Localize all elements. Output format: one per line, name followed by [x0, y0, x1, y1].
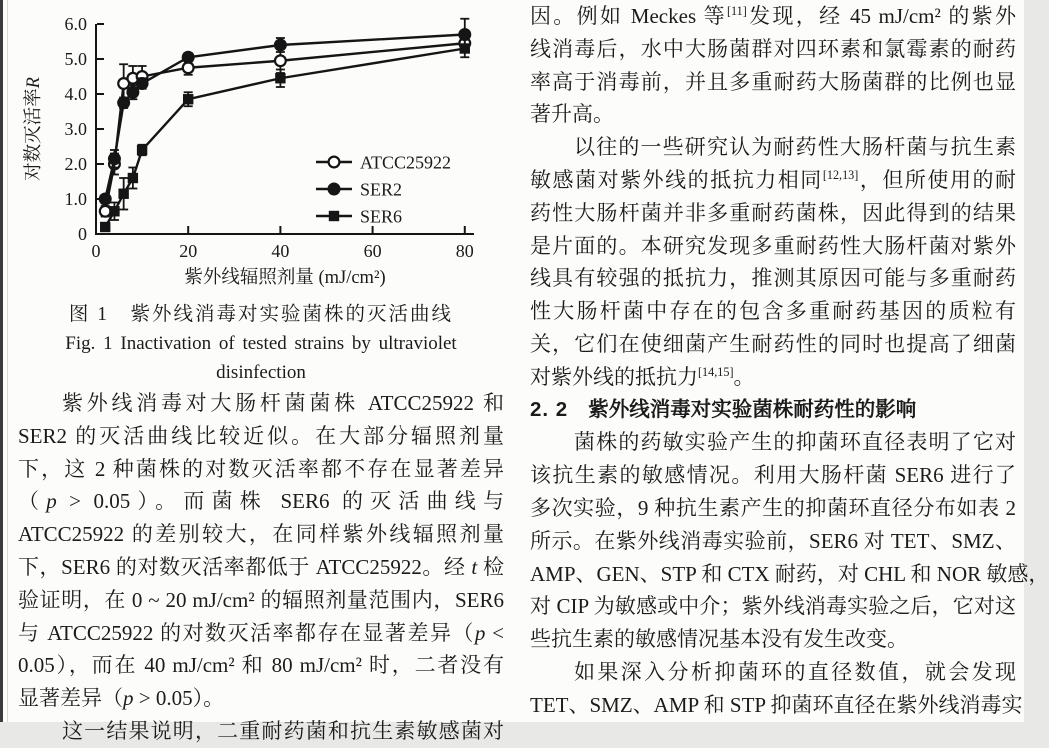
page-edge-line — [0, 0, 3, 722]
paragraph-right-1 — [530, 0, 1016, 131]
section-number: 2. 2 — [530, 397, 569, 421]
inactivation-line-chart — [18, 4, 488, 294]
text-line: 多次实验，9 种抗生素产生的抑菌环直径分布如表 2 — [530, 495, 1016, 520]
svg-text:20: 20 — [179, 241, 198, 261]
svg-text:0: 0 — [78, 224, 87, 244]
text-line: 性大肠杆菌中存在的包含多重耐药基因的质粒有 — [530, 299, 1016, 324]
right-column — [530, 0, 1049, 748]
paragraph-left-2 — [18, 715, 504, 748]
svg-text:6.0: 6.0 — [64, 14, 87, 34]
section-title: 紫外线消毒对实验菌株耐药性的影响 — [588, 397, 917, 421]
svg-text:2.0: 2.0 — [64, 154, 87, 174]
text-line: （p > 0.05）。而菌株 SER6 的灭活曲线与 — [18, 489, 505, 514]
text-line: 该抗生素的敏感情况。利用大肠杆菌 SER6 进行了 — [530, 463, 1016, 488]
chart-legend — [316, 153, 451, 227]
figure-caption-zh: 图 1 紫外线消毒对实验菌株的灭活曲线 — [68, 304, 454, 325]
text-line: 紫外线消毒对大肠杆菌菌株 ATCC25922 和 — [62, 391, 504, 415]
text-line: 0.05），而在 40 mJ/cm² 和 80 mJ/cm² 时，二者没有 — [18, 653, 504, 678]
text-line: 下，SER6 的对数灭活率都低于 ATCC25922。经 t 检 — [18, 554, 504, 579]
text-line: 所示。在紫外线消毒实验前，SER6 对 TET、SMZ、 — [530, 528, 1016, 553]
svg-text:80: 80 — [455, 241, 474, 261]
paragraph-left-1 — [18, 387, 504, 715]
legend-label: SER6 — [360, 206, 403, 227]
text-line: 如果深入分析抑菌环的直径数值，就会发现 — [574, 659, 1016, 684]
text-line: 是片面的。本研究发现多重耐药性大肠杆菌对紫外 — [530, 233, 1016, 258]
text-line: 对紫外线的抵抗力[14,15]。 — [530, 364, 755, 389]
text-line: 关，它们在使细菌产生耐药性的同时也提高了细菌 — [530, 331, 1016, 356]
series-SER6 — [100, 40, 470, 232]
chart-axes — [23, 14, 474, 288]
legend-label: SER2 — [360, 179, 403, 200]
page-edge-line-faint — [7, 0, 8, 722]
text-line: TET、SMZ、AMP 和 STP 抑菌环直径在紫外线消毒实 — [530, 692, 1023, 717]
text-line: 著升高。 — [530, 102, 614, 127]
x-axis-label: 紫外线辐照剂量 (mJ/cm²) — [184, 268, 386, 288]
text-line: 些抗生素的敏感情况基本没有发生改变。 — [530, 627, 908, 652]
text-line: ATCC25922 的差别较大，在同样紫外线辐照剂量 — [18, 522, 504, 547]
section-heading-2-2 — [530, 394, 1016, 427]
text-line: 以往的一些研究认为耐药性大肠杆菌与抗生素 — [574, 135, 1016, 160]
figure-caption-en: Fig. 1 Inactivation of tested strains by ultraviolet disinfection — [65, 333, 457, 383]
svg-text:0: 0 — [91, 241, 101, 261]
svg-text:60: 60 — [363, 241, 382, 261]
text-line: SER2 的灭活曲线比较近似。在大部分辐照剂量 — [18, 423, 504, 448]
text-line: 药性大肠杆菌并非多重耐药菌株，因此得到的结果 — [530, 200, 1016, 225]
series-ATCC25922 — [100, 38, 470, 217]
paragraph-right-2 — [530, 131, 1016, 393]
svg-text:4.0: 4.0 — [64, 84, 87, 104]
y-axis-label: 对数灭活率R — [24, 77, 44, 181]
text-line: 线具有较强的抵抗力，推测其原因可能与多重耐药 — [530, 266, 1016, 291]
text-line: 线消毒后，水中大肠菌群对四环素和氯霉素的耐药 — [530, 36, 1016, 61]
legend-label: ATCC25922 — [360, 152, 452, 173]
text-line: 菌株的药敏实验产生的抑菌环直径表明了它对 — [574, 430, 1016, 455]
svg-text:5.0: 5.0 — [64, 49, 87, 69]
chart-wrap — [18, 4, 504, 299]
svg-text:1.0: 1.0 — [64, 189, 87, 209]
text-line: AMP、GEN、STP 和 CTX 耐药，对 CHL 和 NOR 敏感， — [530, 561, 1049, 586]
left-column — [18, 0, 504, 748]
text-line: 率高于消毒前，并且多重耐药大肠菌群的比例也显 — [530, 69, 1016, 94]
text-line: 因。例如 Meckes 等[11]发现，经 45 mJ/cm² 的紫外 — [530, 4, 1016, 28]
figure-caption — [18, 300, 504, 387]
paragraph-right-3 — [530, 426, 1049, 656]
series-SER2 — [100, 19, 470, 205]
text-line: 这一结果说明，二重耐药菌和抗生素敏感菌对 — [62, 718, 504, 743]
text-line: 对 CIP 为敏感或中介；紫外线消毒实验之后，它对这 — [530, 594, 1016, 619]
text-line: 验证明，在 0 ~ 20 mJ/cm² 的辐照剂量范围内，SER6 — [18, 587, 504, 612]
text-line: 与 ATCC25922 的对数灭活率都存在显著差异（p < — [18, 620, 504, 645]
text-line: 下，这 2 种菌株的对数灭活率都不存在显著差异 — [18, 456, 504, 481]
paragraph-right-4 — [530, 656, 1023, 722]
svg-text:3.0: 3.0 — [64, 119, 87, 139]
text-line: 显著差异（p > 0.05）。 — [18, 686, 225, 711]
text-line: 敏感菌对紫外线的抵抗力相同[12,13]，但所使用的耐 — [530, 167, 1017, 192]
figure-1 — [18, 4, 504, 387]
svg-text:40: 40 — [271, 241, 290, 261]
